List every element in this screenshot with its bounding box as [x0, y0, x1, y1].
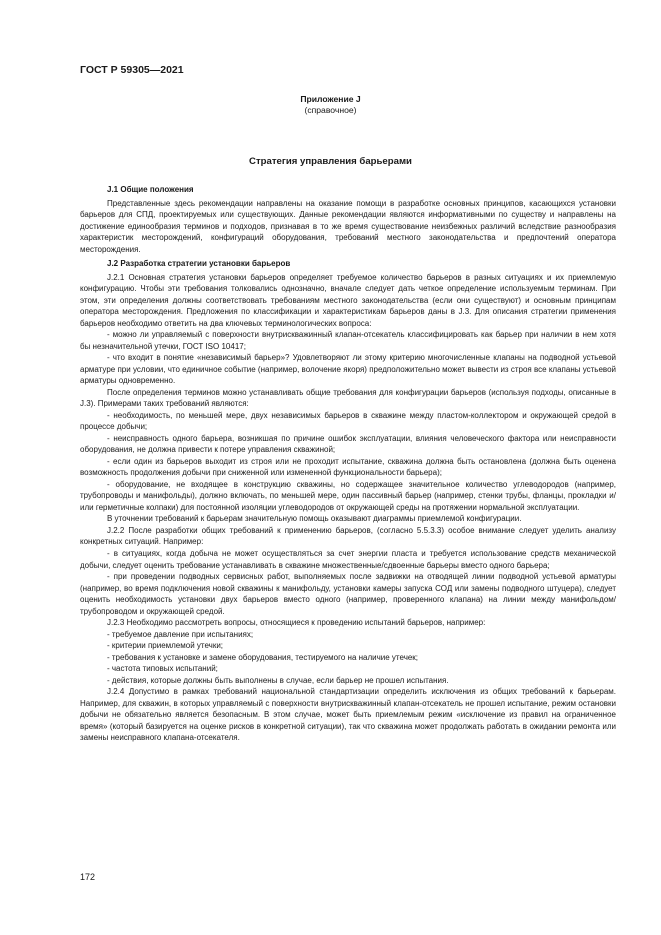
paragraph: - неисправность одного барьера, возникшая по причине ошибок эксплуатации, влияния человеческого фактора или неисправности оборудования, не должна привести к потере управления скважиной; [80, 433, 616, 455]
section-heading: J.1 Общие положения [107, 185, 194, 194]
section-title: Стратегия управления барьерами [249, 156, 412, 167]
paragraph: - оборудование, не входящее в конструкцию скважины, но содержащее значительное количество углеводородов (например, трубопроводы и манифольды), должно включать, по меньшей мере, один пассивный барьер (например, стенки трубы, фланцы, прокладки и/или герметичные колпаки) для постоянной изоляции углеводородов от окружающей среды на протяжении нормальной эксплуатации. [80, 479, 616, 512]
annex-title: Приложение J [300, 94, 361, 104]
annex-note: (справочное) [304, 105, 357, 115]
paragraph: J.2.2 После разработки общих требований к применению барьеров, (согласно 5.5.3.3) особое внимание следует уделить анализу конкретных ситуаций. Например: [80, 525, 616, 547]
paragraph: После определения терминов можно устанавливать общие требования для конфигурации барьеров (используя подходы, описанные в J.3). Примерами таких требований являются: [80, 387, 616, 409]
paragraph: - при проведении подводных сервисных работ, выполняемых после задвижки на отводящей линии подводной устьевой арматуры (например, во время подключения новой скважины к манифольду, установки камеры запуска СОД или замены подводного штуцера), следует оценить необходимость установки двух барьеров вместо одного (например, проверенного клапана) на линии между манифольдом/трубопроводом и окружающей средой. [80, 572, 616, 616]
paragraph: В уточнении требований к барьерам значительную помощь оказывают диаграммы приемлемой конфигурации. [107, 514, 522, 524]
paragraph: - действия, которые должны быть выполнены в случае, если барьер не прошел испытания. [107, 675, 449, 685]
paragraph: - необходимость, по меньшей мере, двух независимых барьеров в скважине между пластом-коллектором и окружающей средой в процессе добычи; [80, 410, 616, 432]
paragraph: - можно ли управляемый с поверхности внутрискважинный клапан-отсекатель классифицировать как барьер при наличии в нем хотя бы незначительной утечки, ГОСТ ISO 10417; [80, 330, 616, 351]
paragraph: - требуемое давление при испытаниях; [107, 629, 254, 639]
standard-number: ГОСТ Р 59305—2021 [80, 64, 184, 76]
paragraph: - критерии приемлемой утечки; [107, 641, 224, 651]
paragraph: - что входит в понятие «независимый барьер»? Удовлетворяют ли этому критерию многочисленные клапаны на подводной устьевой арматуре при условии, что единичное событие (например, волочение якоря) предположительно может вывести из строя все клапаны устьевой арматуры одновременно. [80, 353, 616, 386]
paragraph: J.2.1 Основная стратегия установки барьеров определяет требуемое количество барьеров в разных ситуациях и их приемлемую конфигурацию. Чтобы эти требования толковались однозначно, вначале следует дать четкое определение используемым терминам. При этом, эти определения должны соответствовать требованиям местного законодательства (если они существуют) и основным принципам оператора месторождения. Предложения по классификации и характеристикам барьеров даны в J.3. Для описания стратегии применения барьеров необходимо ответить на два ключевых терминологических вопроса: [80, 272, 616, 328]
annex-heading [0, 94, 661, 116]
paragraph: - в ситуациях, когда добыча не может осуществляться за счет энергии пласта и требуется использование средств механической добычи, следует оценить требование устанавливать в скважине множественные/сдвоенные барьеры вместо одного барьера; [80, 548, 616, 570]
section-heading: J.2 Разработка стратегии установки барьеров [107, 259, 291, 269]
paragraph: - если один из барьеров выходит из строя или не проходит испытание, скважина должна быть остановлена (должна быть оценена возможность продолжения добычи при сниженной или измененной функциональности барьера); [80, 456, 616, 478]
document-body [80, 184, 616, 744]
paragraph: - частота типовых испытаний; [107, 664, 218, 674]
page-number: 172 [80, 872, 96, 882]
paragraph: Представленные здесь рекомендации направлены на оказание помощи в разработке основных принципов, касающихся установки барьеров для СПД, проектируемых или существующих. Данные рекомендации являются информативными по существу и направлены на достижение единообразия терминов и подходов, признавая в то же время существование неизбежных различий вследствие разнообразия характеристик месторождений, конфигураций оборудования, требований местного законодательства и предпочтений оператора месторождения. [80, 198, 616, 254]
paragraph: J.2.3 Необходимо рассмотреть вопросы, относящиеся к проведению испытаний барьеров, например: [107, 618, 486, 628]
paragraph: J.2.4 Допустимо в рамках требований национальной стандартизации определить исключения из общих требований к барьерам. Например, для скважин, в которых управляемый с поверхности внутрискважинный клапан-отсекатель не прошел испытание, режим остановки добычи не обязательно является безопасным. В этом случае, может быть приемлемым режим «исключение из правил на ограниченное время» (который базируется на оценке рисков в конкретной ситуации), так что скважина может продолжать работать в ожидании ремонта или замены неисправного клапана-отсекателя. [80, 687, 616, 743]
paragraph: - требования к установке и замене оборудования, тестируемого на наличие утечек; [107, 652, 419, 662]
